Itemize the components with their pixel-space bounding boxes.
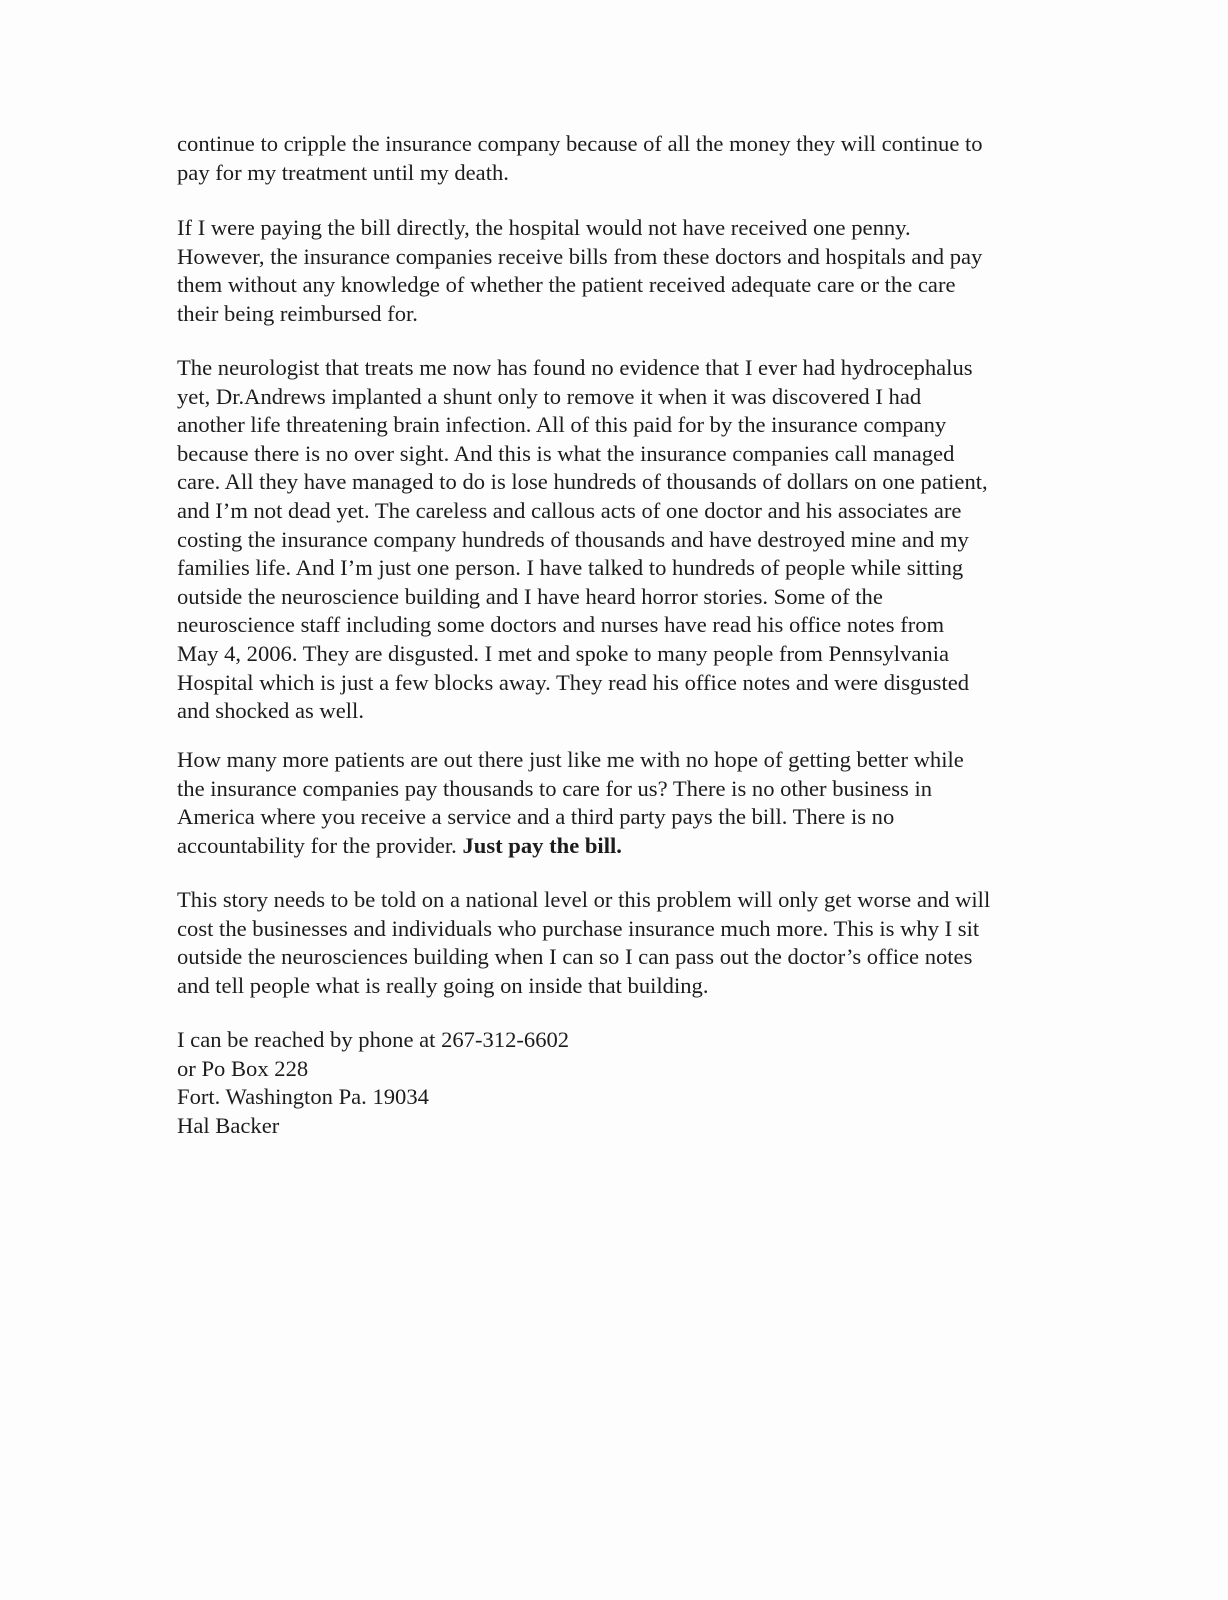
text-line: May 4, 2006. They are disgusted. I met and spoke to many people from Pennsylvania [177,640,950,666]
text-line: another life threatening brain infection. All of this paid for by the insurance company [177,412,947,438]
text-line: yet, Dr.Andrews implanted a shunt only to remove it when it was discovered I had [177,383,922,409]
text-line: and tell people what is really going on inside that building. [177,972,709,998]
contact-city: Fort. Washington Pa. 19034 [177,1084,429,1110]
text-line: families life. And I’m just one person. I have talked to hundreds of people while sitting [177,555,964,581]
text-line: The neurologist that treats me now has found no evidence that I ever had hydrocephalus [177,355,973,380]
text-line: If I were paying the bill directly, the hospital would not have received one penny. [177,215,911,240]
text-line: cost the businesses and individuals who purchase insurance much more. This is why I sit [177,915,980,941]
text-line: and shocked as well. [177,698,364,724]
contact-phone: I can be reached by phone at 267-312-6602 [177,1027,570,1052]
text-line: because there is no over sight. And this is what the insurance companies call managed [177,440,955,466]
text-line: America where you receive a service and a third party pays the bill. There is no [177,804,895,830]
text-line: outside the neurosciences building when I can so I can pass out the doctor’s office notes [177,944,973,970]
text-line: This story needs to be told on a national level or this problem will only get worse and will [177,887,991,912]
paragraph-continuation [177,130,1077,187]
text-line: How many more patients are out there just like me with no hope of getting better while [177,747,964,772]
text-line: the insurance companies pay thousands to care for us? There is no other business in [177,775,933,801]
text-line: them without any knowledge of whether the patient received adequate care or the care [177,272,956,298]
text-line: pay for my treatment until my death. [177,159,509,185]
text-line: and I’m not dead yet. The careless and callous acts of one doctor and his associates are [177,497,962,523]
text-line [177,832,1077,861]
text-line: care. All they have managed to do is lose hundreds of thousands of dollars on one patient, [177,469,988,495]
text-line: continue to cripple the insurance company because of all the money they will continue to [177,131,983,156]
text-line: Hospital which is just a few blocks away. They read his office notes and were disgusted [177,669,970,695]
contact-po-box: or Po Box 228 [177,1055,309,1081]
text-line: costing the insurance company hundreds of thousands and have destroyed mine and my [177,526,969,552]
paragraph-national-level [177,886,1077,1000]
contact-block [177,1026,1077,1140]
text-line: neuroscience staff including some doctors and nurses have read his office notes from [177,612,945,638]
text-line: outside the neuroscience building and I have heard horror stories. Some of the [177,583,883,609]
text-segment: accountability for the provider. [177,832,463,858]
emphasis-text: Just pay the bill. [462,832,622,858]
text-line: However, the insurance companies receive bills from these doctors and hospitals and pay [177,243,983,269]
paragraph-neurologist [177,354,1077,726]
signature-name: Hal Backer [177,1112,280,1138]
paragraph-accountability [177,746,1077,860]
paragraph-billing [177,214,1077,328]
text-line: their being reimbursed for. [177,300,418,326]
